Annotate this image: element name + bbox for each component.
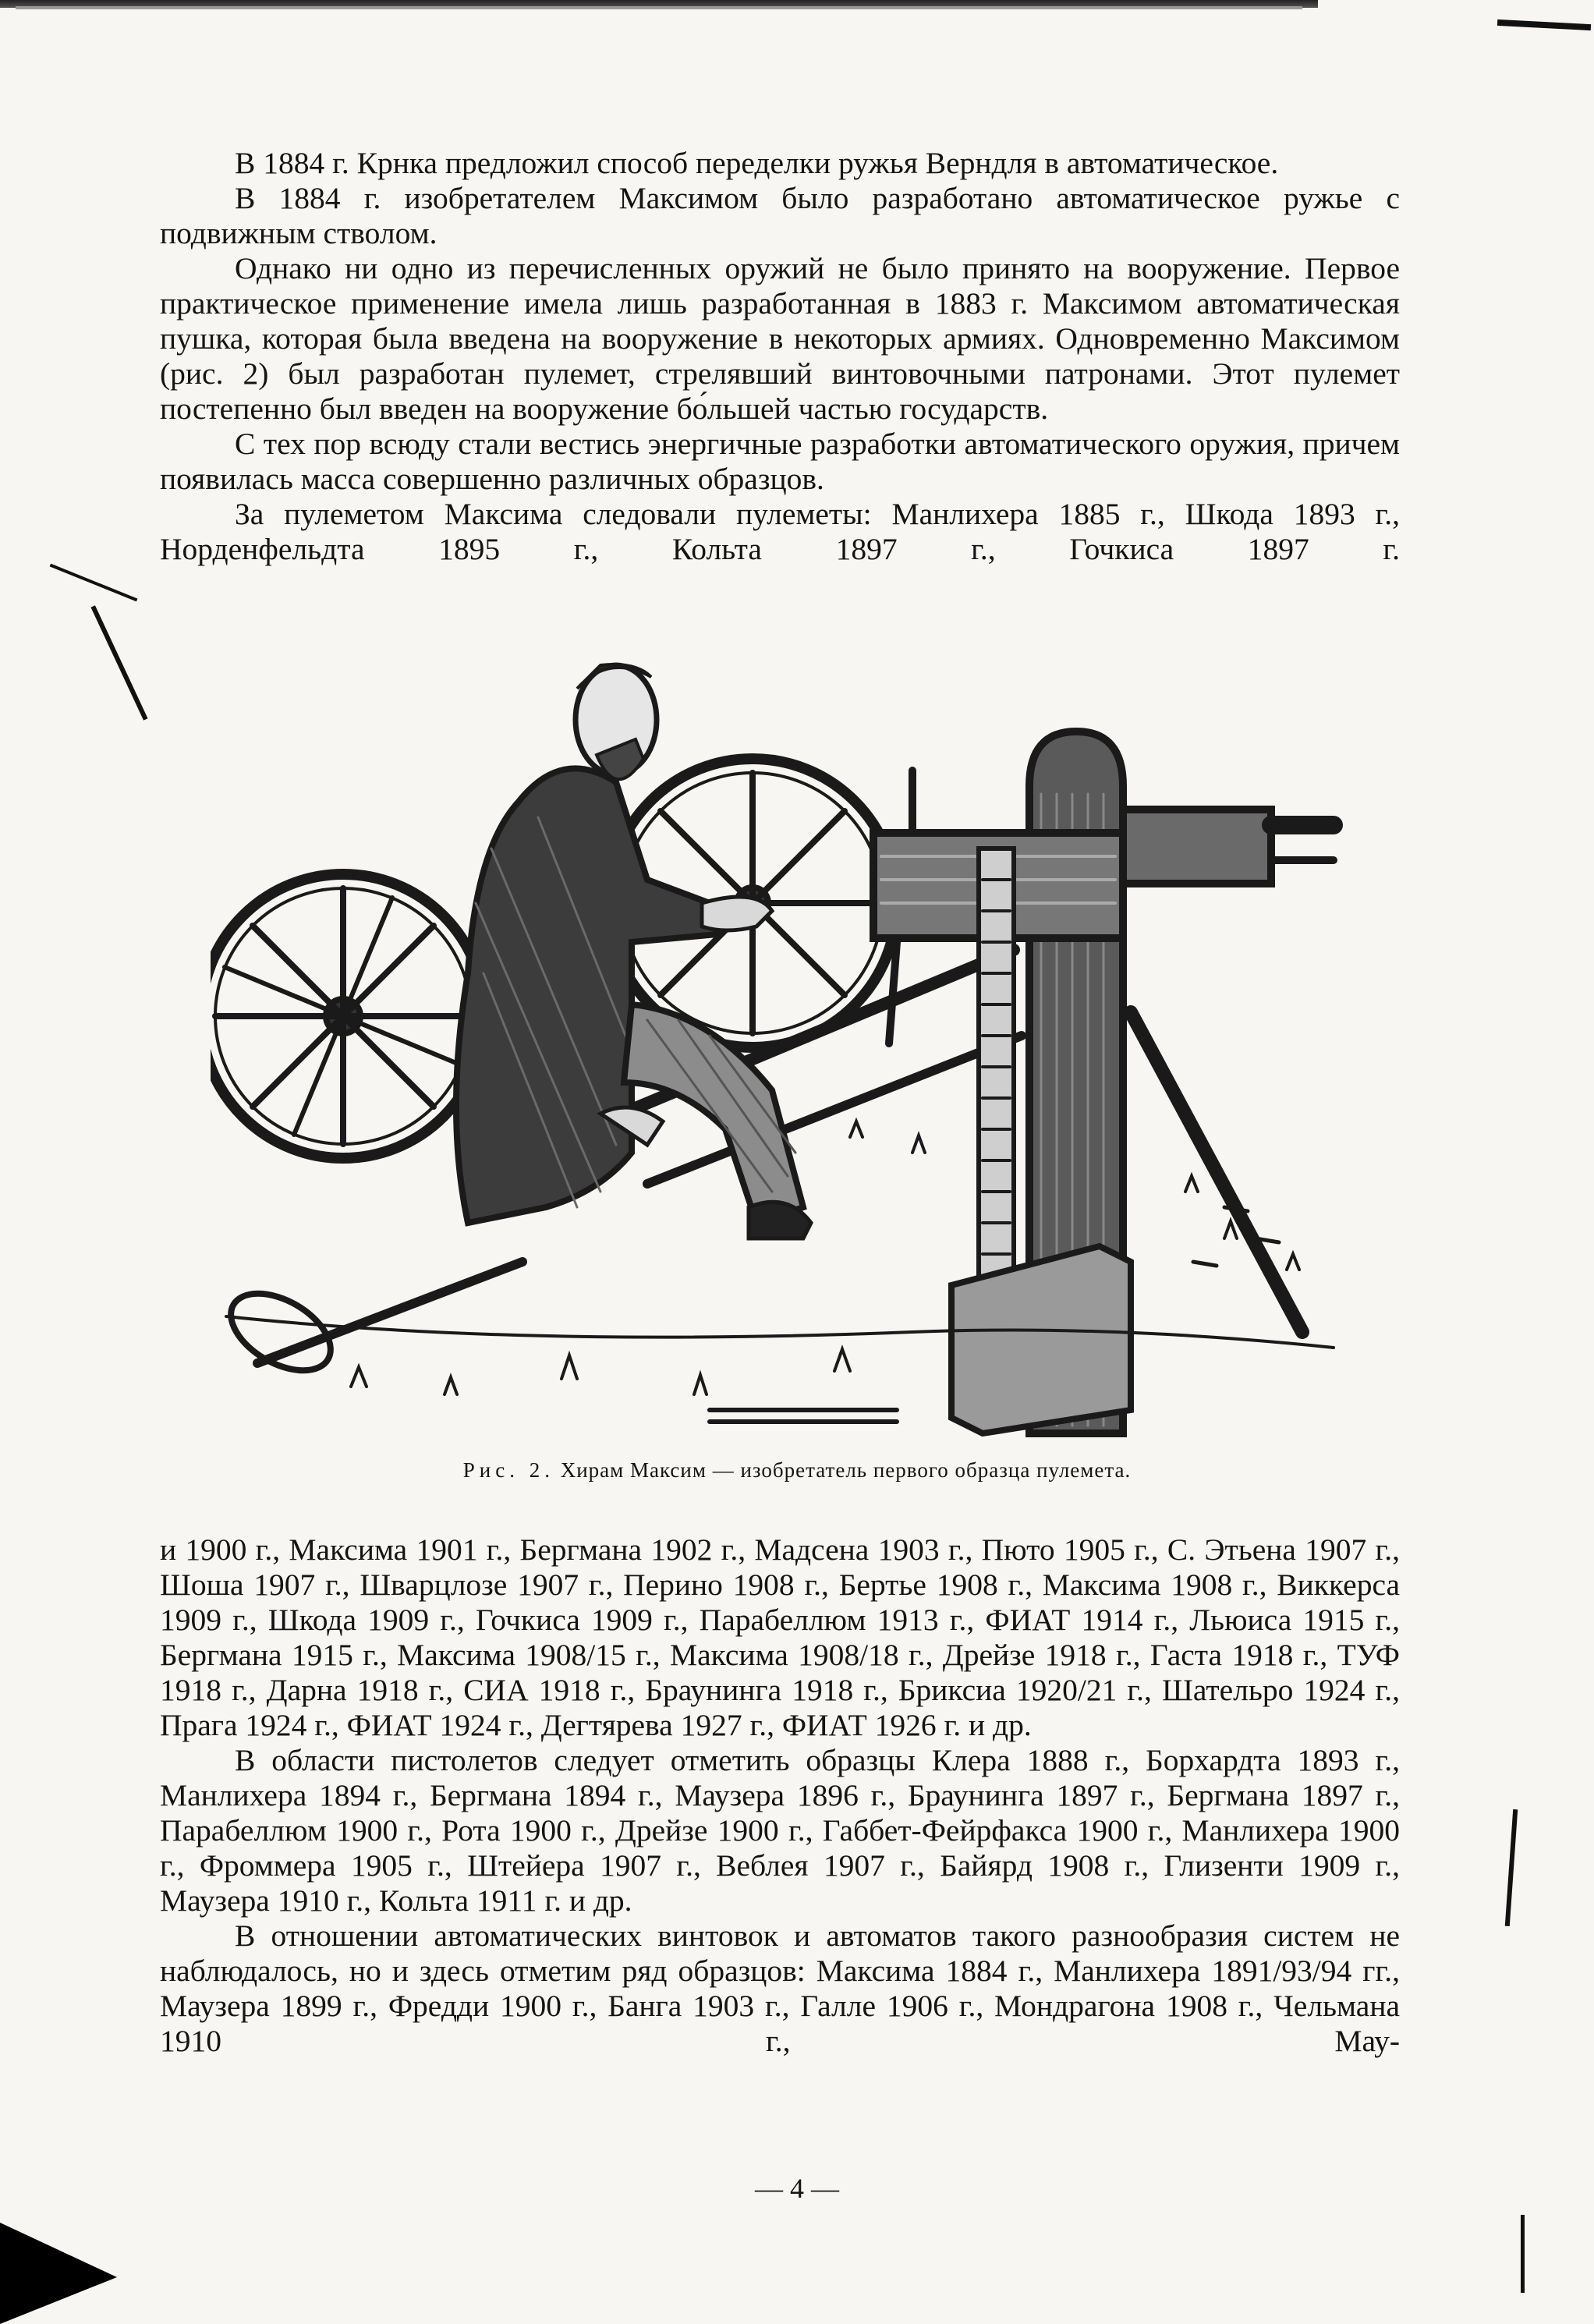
left-wheel — [211, 874, 485, 1158]
scan-speck — [50, 564, 138, 602]
scan-edge-corner — [1497, 19, 1591, 30]
scan-speck — [1505, 1809, 1518, 1926]
scan-edge-corner-bottom-left — [0, 2223, 117, 2324]
paragraph: В 1884 г. Крнка предложил способ переделки ружья Верндля в автоматическое. — [235, 146, 1279, 180]
figure-illustration — [211, 646, 1349, 1453]
paragraph: В отношении автоматических винтовок и автоматов такого разнообразия систем не наблюдалось, но и здесь отметим ряд образцов: Максима 1884 г., Манлихера 1891/93/94 гг., Маузера 1899 г., Фредди 1900 г., Банга 1903 г., Галле 1906 г., Мондрагона 1908 г., Чельмана 1910 г., Мау- — [160, 1918, 1400, 2058]
page-number: — 4 — — [755, 2173, 839, 2204]
upper-text-block — [160, 146, 1400, 567]
paragraph: В 1884 г. изобретателем Максимом было разработано автоматическое ружье с подвижным стволом. — [160, 181, 1400, 250]
paragraph: С тех пор всюду стали вестись энергичные разработки автоматического оружия, причем появилась масса совершенно различных образцов. — [160, 427, 1400, 496]
maxim-machine-gun-illustration — [211, 646, 1349, 1453]
figure-number: Рис. 2. — [462, 1458, 554, 1482]
scan-speck — [90, 605, 147, 721]
paragraph: Однако ни одно из перечисленных оружий не было принято на вооружение. Первое практическое применение имела лишь разработанная в 1883 г. Максимом автоматическая пушка, которая была введена на вооружение в некоторых армиях. Одновременно Максимом (рис. 2) был разработан пулемет, стрелявший винтовочными патронами. Этот пулемет постепенно был введен на вооружение бо́льшей частью государств. — [160, 251, 1400, 426]
paragraph: и 1900 г., Максима 1901 г., Бергмана 1902 г., Мадсена 1903 г., Пюто 1905 г., С. Этьена 1907 г., Шоша 1907 г., Шварцлозе 1907 г., Перино 1908 г., Бертье 1908 г., Максима 1908 г., Виккерса 1909 г., Шкода 1909 г., Гочкиса 1909 г., Парабеллюм 1913 г., ФИАТ 1914 г., Льюиса 1915 г., Бергмана 1915 г., Максима 1908/15 г., Максима 1908/18 г., Дрейзе 1918 г., Гаста 1918 г., ТУФ 1918 г., Дарна 1918 г., СИА 1918 г., Браунинга 1918 г., Бриксиа 1920/21 г., Шательро 1924 г., Прага 1924 г., ФИАТ 1924 г., Дегтярева 1927 г., ФИАТ 1926 г. и др. — [160, 1532, 1400, 1742]
figure-caption — [0, 1458, 1594, 1483]
figure-caption-text: Хирам Максим — изобретатель первого образца пулемета. — [560, 1458, 1132, 1482]
paragraph: За пулеметом Максима следовали пулеметы: Манлихера 1885 г., Шкода 1893 г., Норденфельдта 1895 г., Кольта 1897 г., Гочкиса 1897 г. — [160, 497, 1400, 566]
lower-text-block — [160, 1532, 1400, 2059]
seated-man — [456, 664, 811, 1238]
scan-edge-top-line — [16, 6, 1302, 9]
scan-speck — [1521, 2215, 1525, 2293]
paragraph: В области пистолетов следует отметить образцы Клера 1888 г., Борхардта 1893 г., Манлихера 1894 г., Бергмана 1894 г., Маузера 1896 г., Браунинга 1897 г., Бергмана 1897 г., Парабеллюм 1900 г., Рота 1900 г., Дрейзе 1900 г., Габбет-Фейрфакса 1900 г., Манлихера 1900 г., Фроммера 1905 г., Штейера 1907 г., Веблея 1907 г., Байярд 1908 г., Глизенти 1909 г., Маузера 1910 г., Кольта 1911 г. и др. — [160, 1743, 1400, 1918]
